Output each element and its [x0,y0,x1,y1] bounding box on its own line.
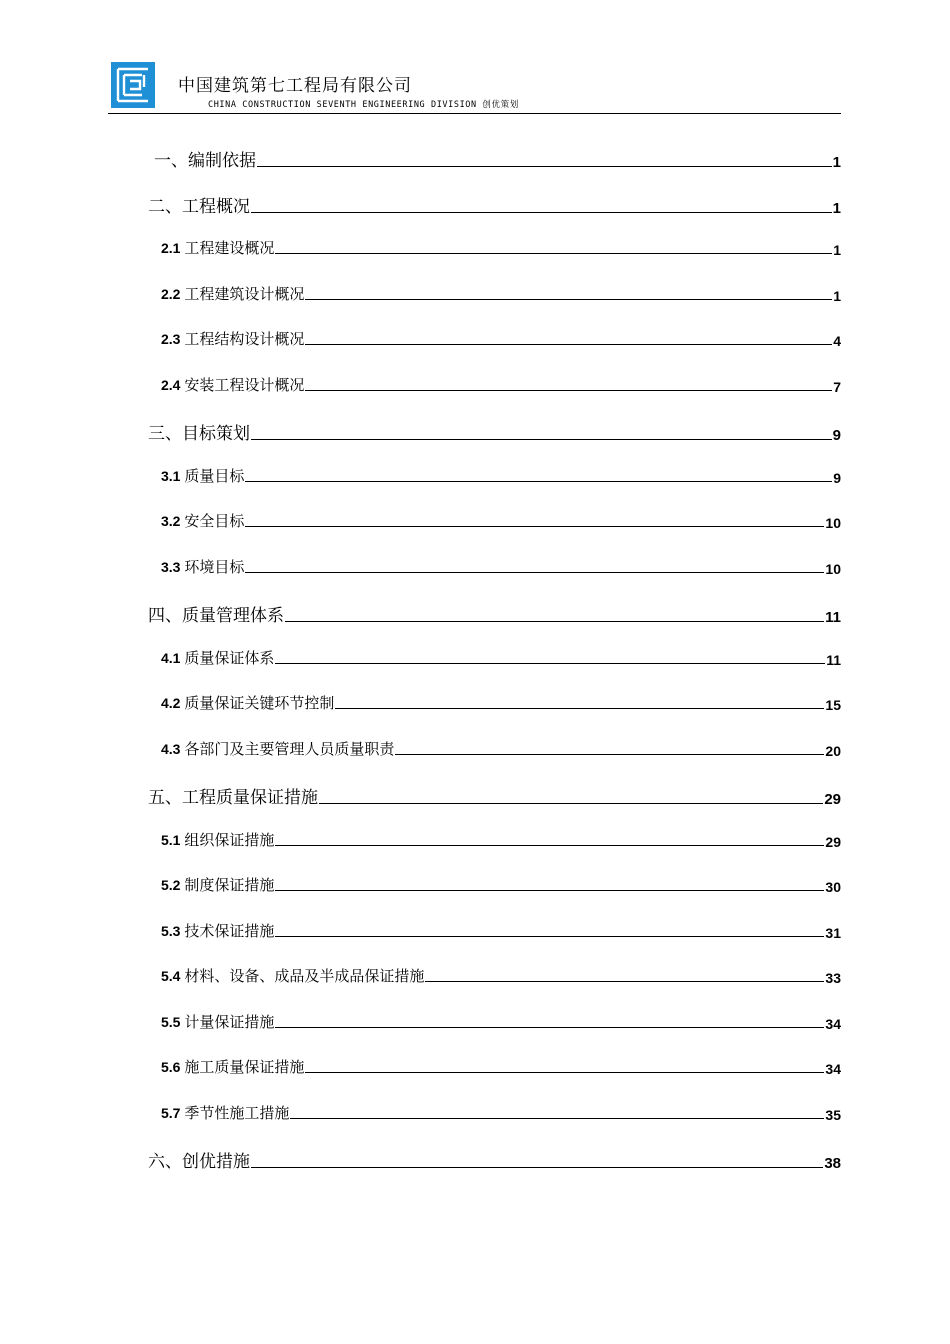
toc-entry-chapter[interactable] [148,192,841,217]
toc-entry-number: 5.3 [161,922,185,939]
toc-entry-number: 4.1 [161,649,185,666]
toc-entry-title [161,647,274,668]
toc-entry-section[interactable] [161,374,841,395]
toc-entry-number: 3.2 [161,513,185,529]
toc-entry-section[interactable] [161,556,841,577]
toc-entry-title [161,920,274,941]
toc-leader-line [335,707,824,709]
toc-entry-title [161,328,304,349]
toc-leader-line [245,525,824,527]
company-name-cn: 中国建筑第七工程局有限公司 [178,76,412,96]
toc-leader-line [275,662,825,664]
toc-entry-section[interactable] [161,237,841,258]
toc-entry-title [148,601,284,626]
toc-leader-line [275,844,824,846]
toc-page-number: 29 [824,791,841,808]
toc-entry-number: 2.4 [161,376,185,393]
toc-entry-text: 二、工程概况 [148,196,250,217]
toc-entry-section[interactable] [161,965,841,986]
header-divider [108,113,841,114]
toc-page-number: 1 [832,199,841,217]
toc-entry-title [161,465,244,486]
toc-entry-section[interactable] [161,647,841,668]
toc-leader-line [305,1071,824,1073]
toc-entry-number: 3.1 [161,467,185,484]
toc-entry-section[interactable] [161,692,841,713]
cscec-logo-icon [114,65,152,105]
toc-page-number: 29 [825,833,841,850]
toc-leader-line [285,620,824,622]
toc-entry-section[interactable] [161,1056,841,1077]
toc-entry-title [161,829,274,850]
toc-page-number: 38 [824,1155,841,1172]
toc-entry-number: 4.2 [161,695,185,711]
toc-entry-title [161,1011,274,1032]
toc-entry-title [148,1147,250,1172]
toc-page-number: 33 [825,970,841,986]
toc-entry-number: 4.3 [161,740,185,757]
toc-page-number: 10 [825,515,841,531]
toc-entry-chapter[interactable] [148,783,841,808]
toc-leader-line [251,211,832,213]
toc-entry-number: 2.2 [161,285,185,302]
toc-leader-line [425,980,824,982]
toc-entry-section[interactable] [161,465,841,486]
toc-entry-text: 三、目标策划 [148,424,250,444]
toc-entry-text: 材料、设备、成品及半成品保证措施 [184,967,425,985]
toc-leader-line [245,571,824,573]
toc-entry-title [161,283,304,304]
toc-page-number: 31 [825,924,841,941]
toc-entry-text: 计量保证措施 [184,1012,275,1031]
toc-leader-line [245,480,832,482]
toc-page-number: 30 [825,879,841,895]
toc-entry-title [161,510,244,531]
toc-page-number: 15 [825,697,841,713]
toc-page-number: 1 [833,242,841,258]
toc-entry-chapter[interactable] [154,146,841,171]
toc-entry-text: 五、工程质量保证措施 [148,788,318,808]
toc-entry-number: 5.4 [161,968,185,984]
toc-entry-number: 5.1 [161,831,185,848]
toc-entry-number: 2.1 [161,240,185,256]
toc-entry-number: 3.3 [161,558,185,575]
toc-entry-title [161,237,274,258]
page-header [0,0,950,116]
toc-leader-line [275,935,824,937]
toc-page-number: 7 [833,378,841,395]
toc-entry-text: 季节性施工措施 [184,1103,290,1122]
toc-entry-section[interactable] [161,283,841,304]
toc-page-number: 4 [833,333,841,349]
toc-page-number: 34 [825,1061,841,1077]
toc-page-number: 35 [825,1106,841,1123]
toc-entry-text: 安全目标 [184,512,245,530]
toc-leader-line [395,753,824,755]
toc-page-number: 34 [825,1015,841,1032]
toc-leader-line [305,343,832,345]
toc-entry-text: 六、创优措施 [148,1152,250,1172]
toc-page-number: 20 [825,742,841,759]
toc-entry-text: 工程结构设计概况 [184,330,305,348]
toc-page-number: 9 [832,427,841,444]
toc-entry-section[interactable] [161,510,841,531]
toc-leader-line [275,1026,824,1028]
toc-entry-number: 5.5 [161,1013,185,1030]
toc-entry-text: 四、质量管理体系 [148,606,284,626]
toc-entry-title [161,1102,289,1123]
toc-leader-line [305,298,832,300]
toc-entry-text: 一、编制依据 [154,151,256,171]
toc-entry-number: 5.2 [161,877,185,893]
toc-leader-line [305,389,832,391]
toc-entry-text: 各部门及主要管理人员质量职责 [184,739,395,758]
toc-entry-title [148,419,250,444]
toc-entry-section[interactable] [161,920,841,941]
toc-entry-chapter[interactable] [148,601,841,626]
toc-entry-title [148,783,318,808]
toc-entry-title [161,1056,304,1077]
toc-entry-text: 制度保证措施 [184,876,275,894]
toc-entry-text: 安装工程设计概况 [184,375,305,394]
toc-entry-section[interactable] [161,1011,841,1032]
toc-leader-line [251,438,832,440]
toc-entry-text: 技术保证措施 [184,921,275,940]
toc-entry-title [161,965,424,986]
toc-page-number: 11 [826,651,841,668]
toc-entry-title [154,146,256,171]
toc-entry-number: 2.3 [161,331,185,347]
toc-entry-section[interactable] [161,874,841,895]
toc-page-number: 11 [825,609,841,626]
toc-leader-line [275,252,832,254]
toc-entry-title [161,692,334,713]
toc-entry-section[interactable] [161,1102,841,1123]
toc-entry-title [161,874,274,895]
toc-page-number: 10 [825,560,841,577]
toc-page-number: 1 [832,154,841,171]
toc-leader-line [257,165,832,167]
toc-entry-section[interactable] [161,738,841,759]
toc-entry-text: 质量目标 [184,466,245,485]
toc-entry-number: 5.7 [161,1104,185,1121]
toc-page-number: 1 [833,287,841,304]
toc-entry-title [148,192,250,217]
toc-entry-title [161,556,244,577]
toc-entry-section[interactable] [161,328,841,349]
toc-entry-chapter[interactable] [148,419,841,444]
toc-entry-number: 5.6 [161,1059,185,1075]
toc-leader-line [290,1117,824,1119]
company-name-en: CHINA CONSTRUCTION SEVENTH ENGINEERING DIVISION 创优策划 [208,100,519,110]
toc-page-number: 9 [833,469,841,486]
toc-entry-text: 施工质量保证措施 [184,1058,305,1076]
toc-leader-line [275,889,824,891]
toc-leader-line [319,802,823,804]
toc-entry-text: 组织保证措施 [184,830,275,849]
toc-entry-title [161,374,304,395]
toc-entry-chapter[interactable] [148,1147,841,1172]
toc-entry-text: 环境目标 [184,557,245,576]
toc-entry-text: 工程建筑设计概况 [184,284,305,303]
toc-leader-line [251,1166,823,1168]
toc-entry-section[interactable] [161,829,841,850]
toc-entry-text: 质量保证体系 [184,648,275,667]
cscec-logo [111,62,155,108]
toc-entry-title [161,738,394,759]
toc-entry-text: 质量保证关键环节控制 [184,694,335,712]
toc-entry-text: 工程建设概况 [184,239,275,257]
